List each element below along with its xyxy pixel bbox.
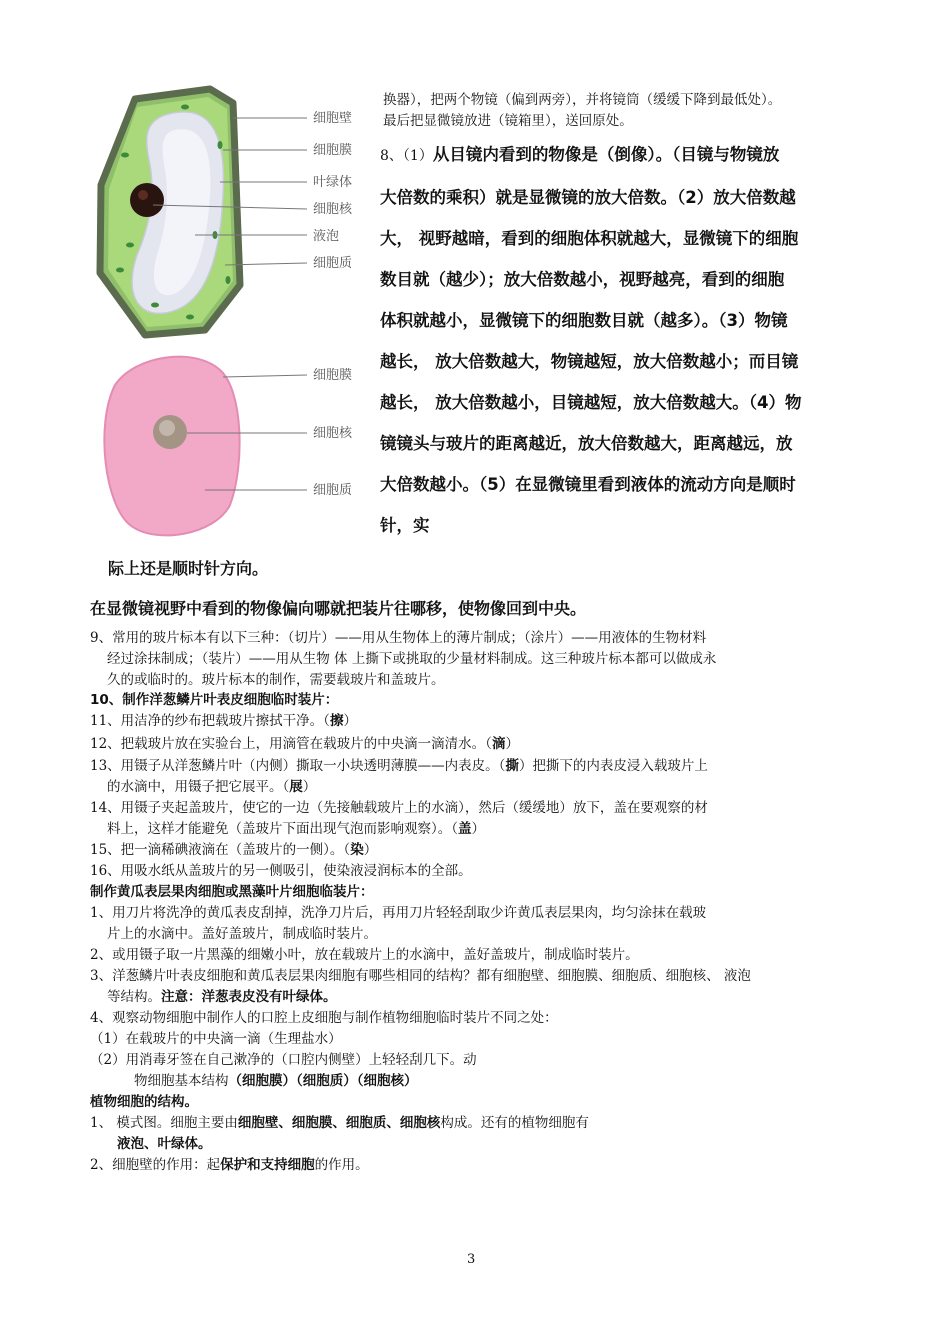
step-16: 16、用吸水纸从盖玻片的另一侧吸引，使染液浸润标本的全部。 xyxy=(90,863,472,879)
cucumber-1-cont: 片上的水滴中。盖好盖玻片，制成临时装片。 xyxy=(107,926,377,942)
plant-cell-labels xyxy=(313,111,353,271)
text-line: 镜镜头与玻片的距离越近，放大倍数越大，距离越远，放 xyxy=(380,434,793,453)
right-column-intro xyxy=(383,90,883,132)
text-line: 大， 视野越暗，看到的细胞体积就越大，显微镜下的细胞 xyxy=(380,229,799,248)
p9-line: 9、常用的玻片标本有以下三种：（切片）——用从生物体上的薄片制成；（涂片）——用液体的生物材料 xyxy=(90,630,707,646)
label-nucleus: 细胞核 xyxy=(313,202,353,217)
cucumber-4-1: （1）在载玻片的中央滴一滴（生理盐水） xyxy=(90,1031,342,1047)
animal-cell-labels xyxy=(313,368,353,498)
paragraph-8 xyxy=(380,134,880,546)
cell-diagram-svg xyxy=(95,85,370,545)
step-14-cont: 料上，这样才能避免（盖玻片下面出现气泡而影响观察）。（盖） xyxy=(107,821,485,837)
cucumber-4-3: 物细胞基本结构（细胞膜）（细胞质）（细胞核） xyxy=(134,1073,418,1089)
p10-title: 10、制作洋葱鳞片叶表皮细胞临时装片： xyxy=(90,692,339,708)
cucumber-3: 3、洋葱鳞片叶表皮细胞和黄瓜表层果肉细胞有哪些相同的结构？都有细胞壁、细胞膜、细胞质、细胞核、 液泡 xyxy=(90,968,751,984)
label-animal-membrane: 细胞膜 xyxy=(313,368,353,383)
text-line: 最后把显微镜放进（镜箱里），送回原处。 xyxy=(383,113,633,129)
label-cell-wall: 细胞壁 xyxy=(313,111,353,126)
step-15: 15、把一滴稀碘液滴在（盖玻片的一侧）。（染） xyxy=(90,842,378,858)
cucumber-2: 2、或用镊子取一片黑藻的细嫩小叶，放在载玻片上的水滴中，盖好盖玻片，制成临时装片。 xyxy=(90,947,639,963)
text-line: 换器），把两个物镜（偏到两旁），并将镜筒（缓缓下降到最低处）。 xyxy=(383,92,782,108)
continued-line: 际上还是顺时针方向。 xyxy=(108,559,269,578)
step-12: 12、把载玻片放在实验台上，用滴管在载玻片的中央滴一滴清水。（滴） xyxy=(90,736,519,752)
step-13-cont: 的水滴中，用镊子把它展平。（展） xyxy=(107,779,317,795)
cucumber-4: 4、观察动物细胞中制作人的口腔上皮细胞与制作植物细胞临时装片不同之处： xyxy=(90,1010,558,1026)
p9-line: 经过涂抹制成；（装片）——用从生物 体 上撕下或挑取的少量材料制成。这三种玻片标本都可以做成永 xyxy=(107,651,717,667)
text-line: 越长， 放大倍数越大，物镜越短，放大倍数越小；而目镜 xyxy=(380,352,799,371)
cucumber-3-cont: 等结构。注意：洋葱表皮没有叶绿体。 xyxy=(107,989,337,1005)
label-cytoplasm: 细胞质 xyxy=(313,256,353,271)
text-line: 针，实 xyxy=(380,516,430,535)
cucumber-title: 制作黄瓜表层果肉细胞或黑藻叶片细胞临装片： xyxy=(90,884,374,900)
label-animal-nucleus: 细胞核 xyxy=(313,426,353,441)
movement-rule: 在显微镜视野中看到的物像偏向哪就把装片往哪移，使物像回到中央。 xyxy=(90,599,587,618)
paragraph-number: 8、（1） xyxy=(380,148,433,164)
cell-diagram-figure xyxy=(95,85,370,545)
plant-structure-2: 2、细胞壁的作用：起保护和支持细胞的作用。 xyxy=(90,1157,369,1173)
text-line: 8、（1）从目镜内看到的物像是（倒像）。（目镜与物镜放 xyxy=(380,145,780,164)
cucumber-1: 1、用刀片将洗净的黄瓜表皮刮掉，洗净刀片后，再用刀片轻轻刮取少许黄瓜表层果肉，均匀涂抹在载玻 xyxy=(90,905,707,921)
plant-structure-1: 1、 模式图。细胞主要由细胞壁、细胞膜、细胞质、细胞核构成。还有的植物细胞有 xyxy=(90,1115,589,1131)
plant-cell-diagram xyxy=(100,89,307,335)
label-cell-membrane: 细胞膜 xyxy=(313,143,353,158)
text-line: 越长， 放大倍数越小，目镜越短，放大倍数越大。（4）物 xyxy=(380,393,802,412)
animal-cell-diagram xyxy=(104,357,307,536)
label-vacuole: 液泡 xyxy=(313,229,340,244)
text-line: 数目就（越少）；放大倍数越小，视野越亮，看到的细胞 xyxy=(380,270,785,289)
page-number: 3 xyxy=(467,1252,476,1267)
plant-structure-1-cont: 液泡、叶绿体。 xyxy=(117,1136,212,1152)
label-chloroplast: 叶绿体 xyxy=(313,175,353,190)
p9-line: 久的或临时的。玻片标本的制作，需要载玻片和盖玻片。 xyxy=(107,672,445,688)
step-13: 13、用镊子从洋葱鳞片叶（内侧）撕取一小块透明薄膜——内表皮。（撕）把撕下的内表皮浸入载玻片上 xyxy=(90,758,708,774)
step-14: 14、用镊子夹起盖玻片，使它的一边（先接触载玻片上的水滴），然后（缓缓地）放下，盖在要观察的材 xyxy=(90,800,708,816)
label-animal-cytoplasm: 细胞质 xyxy=(313,483,353,498)
text-line: 体积就越小，显微镜下的细胞数目就（越多）。（3）物镜 xyxy=(380,311,788,330)
step-11: 11、用洁净的纱布把载玻片擦拭干净。（擦） xyxy=(90,713,357,729)
cucumber-4-2: （2）用消毒牙签在自己漱净的（口腔内侧壁）上轻轻刮几下。动 xyxy=(90,1052,477,1068)
text-line: 大倍数越小。（5）在显微镜里看到液体的流动方向是顺时 xyxy=(380,475,796,494)
plant-structure-title: 植物细胞的结构。 xyxy=(90,1094,198,1110)
text-line: 大倍数的乘积）就是显微镜的放大倍数。（2）放大倍数越 xyxy=(380,188,796,207)
